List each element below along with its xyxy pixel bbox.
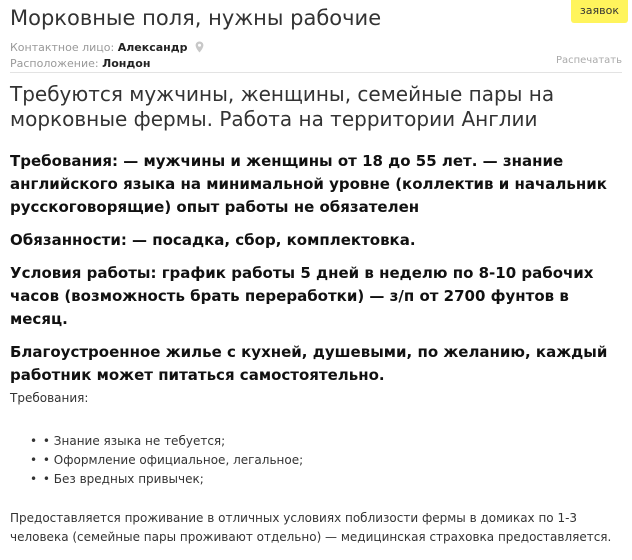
bullet-icon: • <box>30 472 38 486</box>
requirements-label: Требования: <box>10 391 89 405</box>
requirements-paragraph: Требования: — мужчины и женщины от 18 до 55 лет. — знание английского языка на минимальной уровне (коллектив и начальник русскоговорящие) опыт работы не обязателен <box>10 152 607 216</box>
list-item-text: • Без вредных привычек; <box>42 472 204 486</box>
location-pin-icon[interactable] <box>195 41 204 56</box>
page-title: Морковные поля, нужны рабочие <box>10 6 382 30</box>
duties-paragraph: Обязанности: — посадка, сбор, комплектовка. <box>10 231 416 249</box>
bullet-icon: • <box>30 434 38 448</box>
contact-value: Александр <box>117 41 188 54</box>
contact-label: Контактное лицо: <box>10 41 115 54</box>
accommodation-text: Предоставляется проживание в отличных условиях поблизости фермы в домиках по 1-3 человека (семейные пары проживают отдельно) — медицинская страховка предоставляется. <box>10 511 612 544</box>
print-link[interactable]: Распечатать <box>555 55 622 66</box>
contact-row <box>10 41 204 56</box>
location-label: Расположение: <box>10 57 99 70</box>
listing-subtitle: Требуются мужчины, женщины, семейные пары на морковные фермы. Работа на территории Англии <box>10 82 555 131</box>
requirements-list <box>30 432 303 489</box>
list-item <box>30 451 303 470</box>
list-item-text: • Знание языка не тебуется; <box>42 434 226 448</box>
conditions-paragraph: Условия работы: график работы 5 дней в неделю по 8-10 рабочих часов (возможность брать переработки) — з/п от 2700 фунтов в месяц. <box>10 264 594 328</box>
list-item <box>30 470 303 489</box>
location-row <box>10 57 150 70</box>
requests-badge[interactable]: заявок <box>571 0 628 23</box>
list-item <box>30 432 303 451</box>
bullet-icon: • <box>30 453 38 467</box>
location-value: Лондон <box>102 57 151 70</box>
housing-paragraph: Благоустроенное жилье с кухней, душевыми, по желанию, каждый работник может питаться самостоятельно. <box>10 343 608 384</box>
divider <box>10 72 622 73</box>
list-item-text: • Оформление официальное, легальное; <box>42 453 304 467</box>
